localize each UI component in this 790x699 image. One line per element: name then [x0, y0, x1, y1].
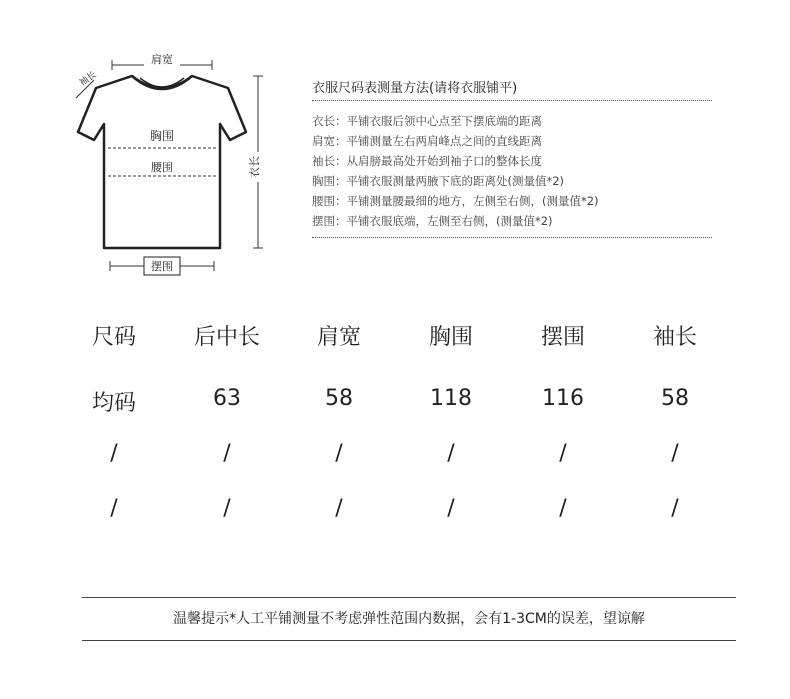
table-cell: / [671, 496, 679, 521]
table-cell: / [447, 441, 455, 466]
measurement-method [312, 78, 712, 238]
table-cell: 118 [430, 386, 472, 411]
table-cell: 58 [661, 386, 689, 411]
sleeve-label: 袖长 [77, 69, 99, 89]
table-cell: / [110, 441, 118, 466]
waist-label: 腰围 [151, 161, 173, 174]
hem-label: 摆围 [151, 260, 173, 273]
table-header: 袖长 [652, 325, 697, 350]
table-cell: 均码 [91, 391, 136, 416]
table-cell: / [559, 441, 567, 466]
table-header: 尺码 [91, 325, 136, 350]
chest-label: 胸围 [149, 129, 175, 143]
table-cell: / [559, 496, 567, 521]
tip-text: 温馨提示*人工平铺测量不考虑弹性范围内数据，会有1-3CM的误差，望谅解 [173, 611, 645, 627]
method-title: 衣服尺码表测量方法(请将衣服铺平) [312, 81, 518, 96]
method-item: 腰围：平铺测量腰最细的地方，左侧至右侧，(测量值*2) [312, 194, 599, 208]
table-cell: / [335, 441, 343, 466]
table-cell: 63 [213, 386, 241, 411]
table-cell: / [223, 441, 231, 466]
table-cell: 116 [542, 386, 584, 411]
table-header: 肩宽 [316, 325, 361, 350]
method-item: 衣长：平铺衣服后领中心点至下摆底端的距离 [312, 114, 542, 128]
method-item: 袖长：从肩膀最高处开始到袖子口的整体长度 [312, 154, 542, 168]
tshirt-diagram [60, 40, 290, 280]
table-cell: 58 [325, 386, 353, 411]
divider [312, 100, 712, 101]
method-item: 胸围：平铺衣服测量两腋下底的距离处(测量值*2) [312, 174, 565, 188]
length-label: 衣长 [248, 156, 261, 178]
tip-box [82, 597, 736, 641]
table-cell: / [223, 496, 231, 521]
table-header: 摆围 [540, 325, 585, 350]
table-cell: / [335, 496, 343, 521]
table-cell: / [447, 496, 455, 521]
divider [312, 237, 712, 238]
method-list [312, 111, 712, 231]
table-cell: / [671, 441, 679, 466]
tshirt-outline [60, 40, 290, 280]
method-item: 肩宽：平铺测量左右两肩峰点之间的直线距离 [312, 134, 542, 148]
table-header: 后中长 [193, 325, 260, 350]
method-item: 摆围：平铺衣服底端，左侧至右侧，(测量值*2) [312, 214, 553, 228]
table-cell: / [110, 496, 118, 521]
shoulder-label: 肩宽 [151, 53, 173, 66]
table-header: 胸围 [428, 325, 473, 350]
